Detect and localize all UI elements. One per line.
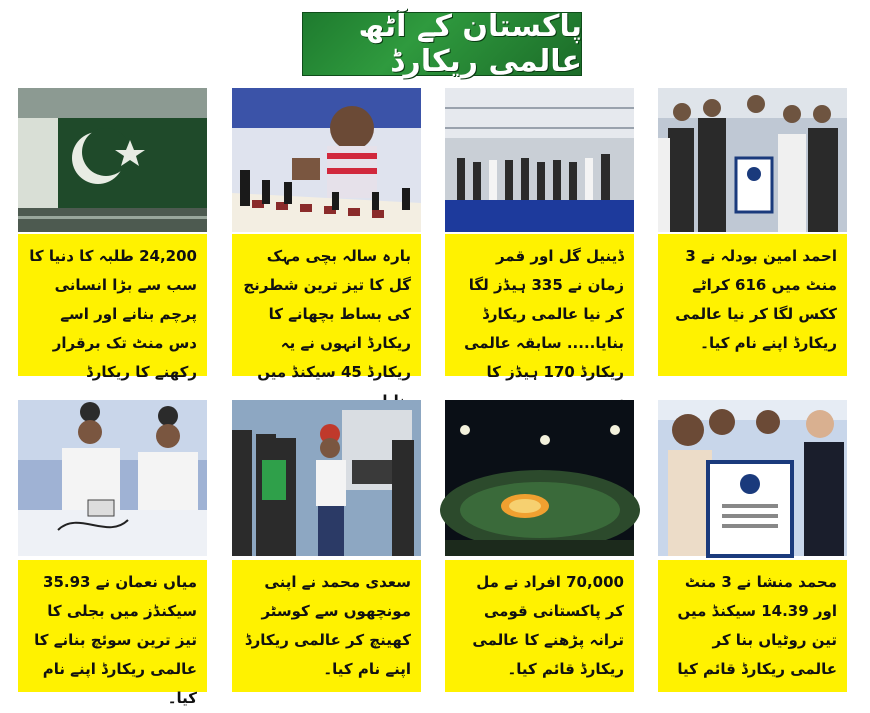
record-card xyxy=(445,88,634,381)
record-card xyxy=(18,400,207,707)
photo-human-flag xyxy=(18,88,207,232)
record-caption: سعدی محمد نے اپنی مونچھوں سے کوسٹر کھینچ کر عالمی ریکارڈ اپنے نام کیا۔ xyxy=(232,560,421,692)
photo-girl-chess xyxy=(232,88,421,232)
record-card xyxy=(232,400,421,693)
record-card xyxy=(658,88,847,376)
record-card xyxy=(658,400,847,693)
page-title: پاکستان کے آٹھ عالمی ریکارڈ xyxy=(358,9,582,79)
record-card xyxy=(18,88,207,381)
photo-karate-certificate xyxy=(658,88,847,232)
photo-football-headers xyxy=(445,88,634,232)
record-caption: محمد منشا نے 3 منٹ اور 14.39 سیکنڈ میں تین روٹیاں بنا کر عالمی ریکارڈ قائم کیا xyxy=(658,560,847,692)
record-caption-text: ڈینیل گل اور قمر زمان نے 335 ہیڈز لگا کر نیا عالمی ریکارڈ بنایا..... سابقہ عالمی ریکارڈ 170 ہیڈز کا xyxy=(464,247,624,381)
record-caption: 70,000 افراد نے مل کر پاکستانی قومی ترانہ پڑھنے کا عالمی ریکارڈ قائم کیا۔ xyxy=(445,560,634,692)
record-card xyxy=(445,400,634,693)
photo-anthem-stadium xyxy=(445,400,634,556)
record-caption: 24,200 طلبہ کا دنیا کا سب سے بڑا انسانی پرچم بنانے اور اسے دس منٹ تک برقرار رکھنے کا ریکارڈ xyxy=(18,234,207,376)
record-caption xyxy=(445,234,634,381)
title-banner xyxy=(302,9,582,79)
record-caption: احمد امین بودلہ نے 3 منٹ میں 616 کراٹے ککس لگا کر نیا عالمی ریکارڈ اپنے نام کیا۔ xyxy=(658,234,847,376)
photo-moustache-pull xyxy=(232,400,421,556)
photo-switch-making xyxy=(18,400,207,556)
record-caption: میاں نعمان نے 35.93 سیکنڈز میں بجلی کا تیز ترین سوئچ بنانے کا عالمی ریکارڈ اپنے نام کیا۔ xyxy=(18,560,207,692)
record-caption: بارہ سالہ بچی مہک گل کا تیز ترین شطرنج کی بساط بچھانے کا ریکارڈ انہوں نے یہ ریکارڈ 45 سیکنڈ میں xyxy=(232,234,421,376)
record-card xyxy=(232,88,421,381)
photo-roti-certificate xyxy=(658,400,847,556)
